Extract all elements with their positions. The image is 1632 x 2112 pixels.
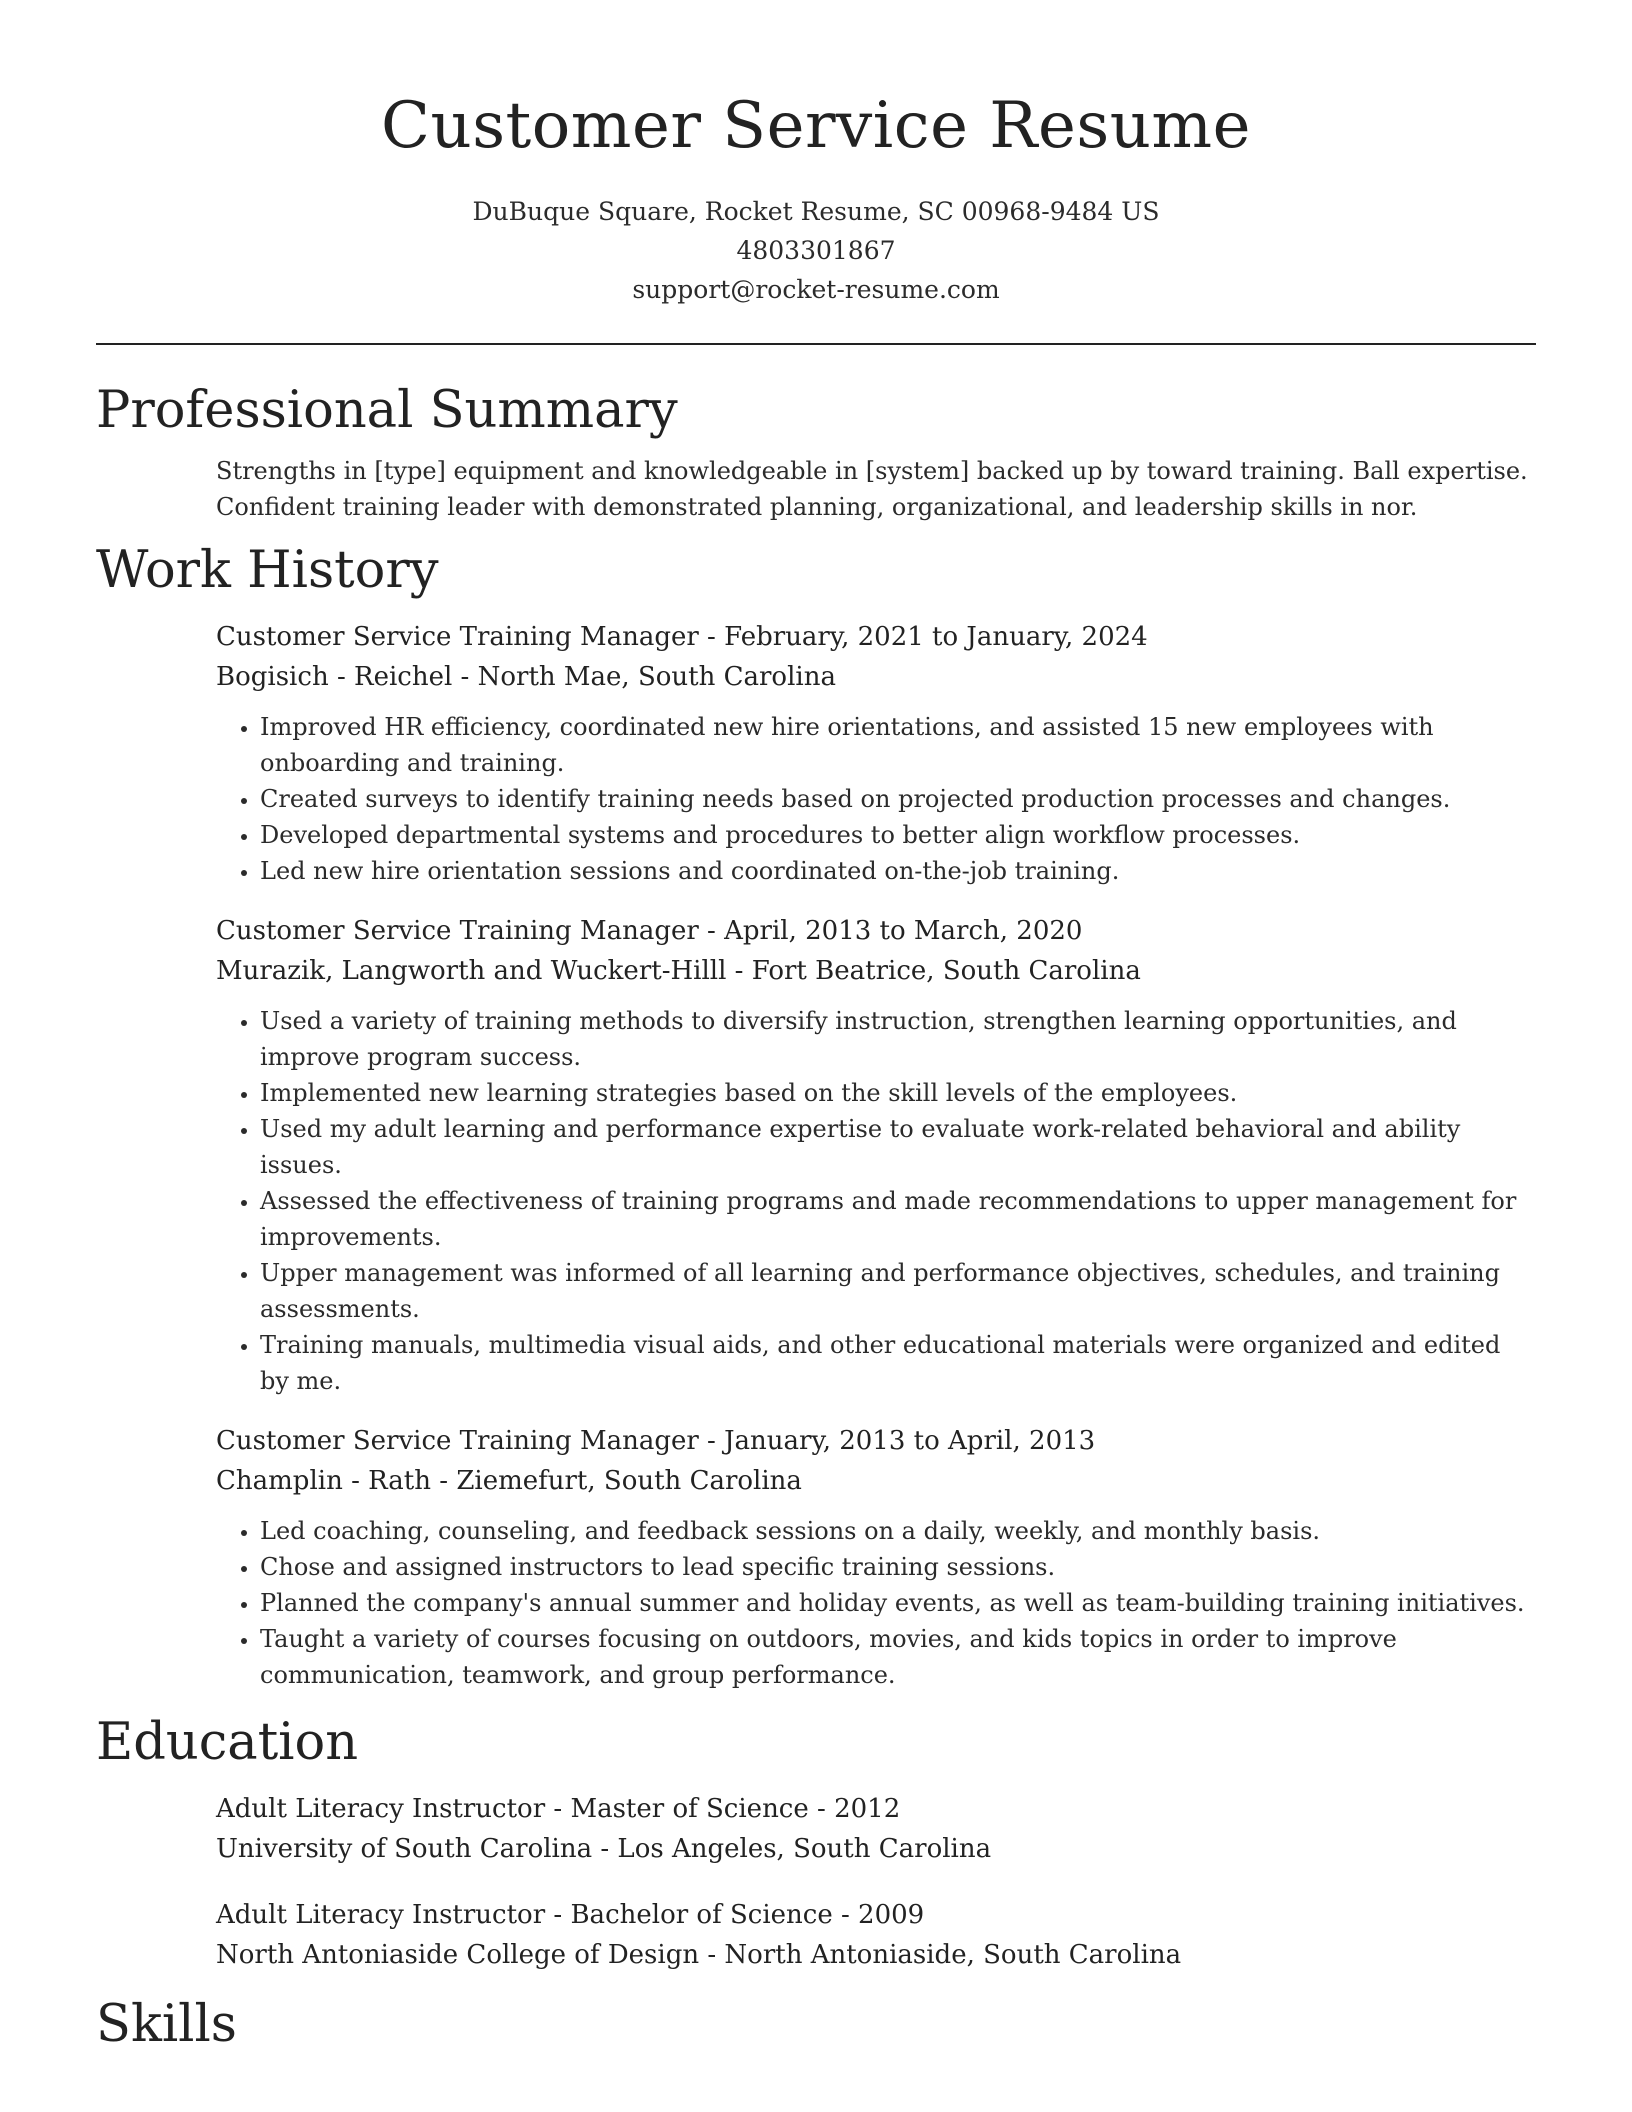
job-role: Customer Service Training Manager xyxy=(216,1426,699,1456)
job-location: - Fort Beatrice, South Carolina xyxy=(726,956,1141,986)
job-company: Bogisich - Reichel xyxy=(216,662,453,692)
job-role: Customer Service Training Manager xyxy=(216,622,699,652)
education-school-line xyxy=(216,1829,1536,1869)
job-location: - Ziemefurt, South Carolina xyxy=(431,1466,802,1496)
education-degree: - Master of Science - 2012 xyxy=(545,1794,901,1824)
job-bullet: • Led new hire orientation sessions and coordinated on-the-job training. xyxy=(260,853,1536,889)
education-location: - Los Angeles, South Carolina xyxy=(592,1834,992,1864)
education-degree: - Bachelor of Science - 2009 xyxy=(545,1900,925,1930)
job-bullet: • Used my adult learning and performance expertise to evaluate work-related behavioral and ability issues. xyxy=(260,1111,1536,1183)
job-entry xyxy=(216,617,1536,889)
job-bullet: • Used a variety of training methods to diversify instruction, strengthen learning opportunities, and improve program success. xyxy=(260,1003,1536,1075)
job-bullet: • Chose and assigned instructors to lead specific training sessions. xyxy=(260,1549,1536,1585)
job-dates: - April, 2013 to March, 2020 xyxy=(698,916,1083,946)
job-bullet: • Implemented new learning strategies based on the skill levels of the employees. xyxy=(260,1075,1536,1111)
job-role: Customer Service Training Manager xyxy=(216,916,699,946)
job-company: Murazik, Langworth and Wuckert-Hilll xyxy=(216,956,727,986)
education-school-line xyxy=(216,1935,1536,1975)
resume-page xyxy=(96,0,1536,2057)
section-title-work-history: Work History xyxy=(96,541,439,600)
job-bullet: • Taught a variety of courses focusing on outdoors, movies, and kids topics in order to improve communication, teamwork, and group performance. xyxy=(260,1621,1536,1693)
section-title-summary: Professional Summary xyxy=(96,381,678,440)
job-bullet-list xyxy=(216,1003,1536,1399)
education-school: North Antoniaside College of Design xyxy=(216,1940,700,1970)
job-bullet: • Led coaching, counseling, and feedback sessions on a daily, weekly, and monthly basis. xyxy=(260,1513,1536,1549)
section-title-skills: Skills xyxy=(96,1995,237,2054)
professional-summary-section xyxy=(96,379,1536,525)
resume-name: Customer Service Resume xyxy=(381,89,1251,163)
header-divider xyxy=(96,343,1536,345)
job-entry xyxy=(216,1421,1536,1693)
job-bullet: • Developed departmental systems and procedures to better align workflow processes. xyxy=(260,817,1536,853)
job-bullet: • Created surveys to identify training needs based on projected production processes and changes. xyxy=(260,781,1536,817)
job-bullet: • Upper management was informed of all learning and performance objectives, schedules, and training assessments. xyxy=(260,1255,1536,1327)
job-bullet: • Improved HR efficiency, coordinated new hire orientations, and assisted 15 new employees with onboarding and training. xyxy=(260,709,1536,781)
job-company-line xyxy=(216,657,1536,697)
education-location: - North Antoniaside, South Carolina xyxy=(699,1940,1182,1970)
summary-text: Strengths in [type] equipment and knowledgeable in [system] backed up by toward training. Ball expertise. Confident training leader with demonstrated planning, organizational, and leadership skills in nor. xyxy=(216,457,1528,521)
job-title-line xyxy=(216,1421,1536,1461)
contact-phone: 4803301867 xyxy=(736,236,896,265)
education-program: Adult Literacy Instructor xyxy=(216,1794,546,1824)
education-entry xyxy=(216,1789,1536,1869)
work-history-section xyxy=(96,539,1536,1693)
job-bullet: • Training manuals, multimedia visual aids, and other educational materials were organized and edited by me. xyxy=(260,1327,1536,1399)
job-bullet-list xyxy=(216,709,1536,889)
job-bullet-list xyxy=(216,1513,1536,1693)
contact-info xyxy=(96,192,1536,309)
job-bullet: • Planned the company's annual summer and holiday events, as well as team-building training initiatives. xyxy=(260,1585,1536,1621)
job-bullet: • Assessed the effectiveness of training programs and made recommendations to upper management for improvements. xyxy=(260,1183,1536,1255)
job-title-line xyxy=(216,911,1536,951)
resume-header xyxy=(96,0,1536,309)
section-title-education: Education xyxy=(96,1713,359,1772)
skills-section xyxy=(96,1993,1536,2057)
job-dates: - February, 2021 to January, 2024 xyxy=(698,622,1148,652)
job-company-line xyxy=(216,1461,1536,1501)
job-title-line xyxy=(216,617,1536,657)
education-program-line xyxy=(216,1895,1536,1935)
education-entry xyxy=(216,1895,1536,1975)
contact-email: support@rocket-resume.com xyxy=(632,275,1000,304)
job-dates: - January, 2013 to April, 2013 xyxy=(698,1426,1096,1456)
education-program-line xyxy=(216,1789,1536,1829)
job-company: Champlin - Rath xyxy=(216,1466,431,1496)
job-location: - North Mae, South Carolina xyxy=(452,662,836,692)
contact-address: DuBuque Square, Rocket Resume, SC 00968-9484 US xyxy=(472,197,1160,226)
education-section xyxy=(96,1711,1536,1975)
education-program: Adult Literacy Instructor xyxy=(216,1900,546,1930)
job-company-line xyxy=(216,951,1536,991)
education-school: University of South Carolina xyxy=(216,1834,593,1864)
job-entry xyxy=(216,911,1536,1399)
